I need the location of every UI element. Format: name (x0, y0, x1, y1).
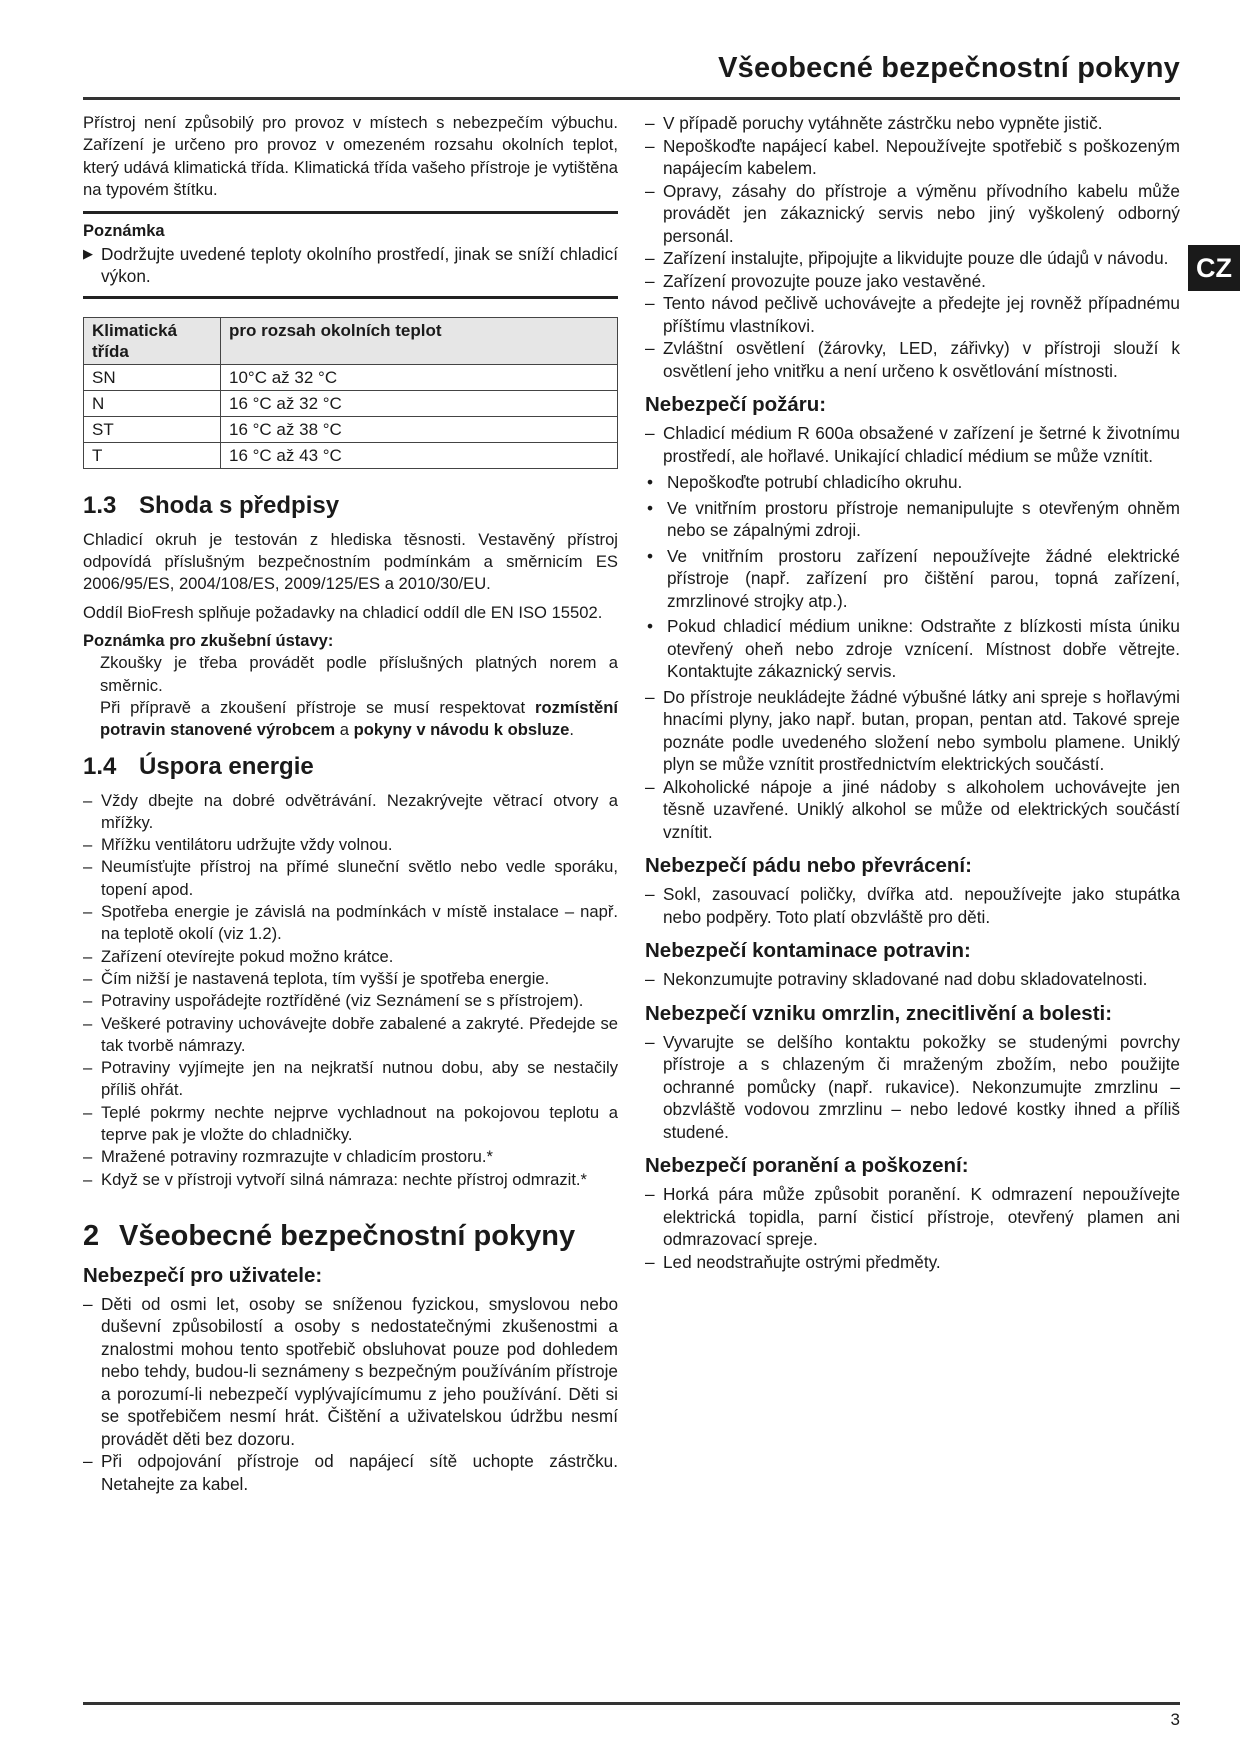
running-header-title: Všeobecné bezpečnostní pokyny (718, 52, 1180, 84)
table-cell: N (84, 390, 221, 416)
list-item: – Vždy dbejte na dobré odvětrávání. Nezakrývejte větrací otvory a mřížky. (83, 790, 618, 835)
list-item: – Alkoholické nápoje a jiné nádoby s alkoholem uchovávejte jen těsně uzavřené. Uniklý alkohol se může od elektrických součástí vznítit. (645, 776, 1180, 844)
bold-text-run: rozmístění potravin stanovené výrobcem (100, 697, 618, 740)
table-cell: ST (84, 416, 221, 442)
climate-class-table (83, 317, 618, 469)
right-column (645, 112, 1180, 1277)
list-item: – Zvláštní osvětlení (žárovky, LED, zářivky) v přístroji slouží k osvětlení jeho vnitřku a není určeno k osvětlování místnosti. (645, 337, 1180, 382)
section-title: Shoda s předpisy (139, 491, 340, 519)
footer-divider (83, 1702, 1180, 1705)
list-item: – Potraviny vyjímejte jen na nejkratší nutnou dobu, aby se nestačily příliš ohřát. (83, 1057, 618, 1102)
fire-danger-heading: Nebezpečí požáru: (645, 393, 827, 416)
list-item: – Veškeré potraviny uchovávejte dobře zabalené a zakryté. Předejde se tak tvorbě námrazy. (83, 1013, 618, 1058)
chapter-heading-2 (83, 1219, 618, 1253)
list-item-text: Chladicí médium R 600a obsažené v zařízení je šetrné k životnímu prostředí, ale hořlavé. Unikající chladicí médium se může vznítit. (663, 423, 1180, 466)
table-cell: T (84, 442, 221, 468)
list-item: – Horká pára může způsobit poranění. K odmrazení nepoužívejte elektrická topidla, parní čisticí přístroje, otevřený plamen ani odmrazovací spreje. (645, 1183, 1180, 1251)
text-run: Při přípravě a zkoušení přístroje se musí respektovat (100, 697, 535, 717)
list-item: – V případě poruchy vytáhněte zástrčku nebo vypněte jistič. (645, 112, 1180, 135)
text-run: a (335, 720, 354, 740)
table-cell: 16 °C až 32 °C (221, 390, 618, 416)
language-tab-cz: CZ (1188, 245, 1240, 291)
table-cell: 16 °C až 43 °C (221, 442, 618, 468)
list-item: – Zařízení otevírejte pokud možno krátce. (83, 946, 618, 968)
list-item: – Tento návod pečlivě uchovávejte a předejte jej rovněž případnému příštímu vlastníkovi. (645, 292, 1180, 337)
table-cell: 16 °C až 38 °C (221, 416, 618, 442)
list-item (645, 422, 1180, 467)
injury-danger-list (645, 1183, 1180, 1273)
list-item: – Opravy, zásahy do přístroje a výměnu přívodního kabelu může provádět jen zákaznický servis nebo jiný vyškolený odborný personál. (645, 180, 1180, 248)
list-item: – Do přístroje neukládejte žádné výbušné látky ani spreje s hořlavými hnacími plyny, jako např. butan, propan, pentan atd. Takové spreje poznáte podle uvedeného složení nebo symbolu plamene. Uniklý plyn se může vznítit prostřednictvím elektrických součástí. (645, 686, 1180, 776)
fire-danger-list (645, 422, 1180, 467)
list-item: – Potraviny uspořádejte roztříděné (viz Seznámení se s přístrojem). (83, 990, 618, 1012)
list-item: – Sokl, zasouvací poličky, dvířka atd. nepoužívejte jako stupátka nebo podpěry. Toto platí obzvláště pro děti. (645, 883, 1180, 928)
contamination-danger-list (645, 968, 1180, 991)
list-item: – Teplé pokrmy nechte nejprve vychladnout na pokojovou teplotu a teprve pak je vložte do chladničky. (83, 1102, 618, 1147)
paragraph: Oddíl BioFresh splňuje požadavky na chladicí oddíl dle EN ISO 15502. (83, 602, 603, 622)
bold-text-run: pokyny v návodu k obsluze (353, 720, 570, 740)
user-danger-list (83, 1293, 618, 1496)
header-divider (83, 97, 1180, 100)
note-text: Dodržujte uvedené teploty okolního prostředí, jinak se sníží chladicí výkon. (101, 243, 618, 287)
list-item: – Při odpojování přístroje od napájecí sítě uchopte zástrčku. Netahejte za kabel. (83, 1450, 618, 1495)
contamination-danger-heading: Nebezpečí kontaminace potravin: (645, 939, 971, 962)
fire-bullet-list (627, 471, 1180, 683)
list-item: – Když se v přístroji vytvoří silná námraza: nechte přístroj odmrazit.* (83, 1169, 618, 1191)
bullet-item: • Ve vnitřním prostoru přístroje nemanipulujte s otevřeným ohněm nebo se zápalnými zdroji. (627, 497, 1180, 542)
paragraph: Chladicí okruh je testován z hlediska těsnosti. Vestavěný přístroj odpovídá příslušným bezpečnostním podmínkám a směrnicím ES 2006/95/ES, 2004/108/ES, 2009/125/ES a 2010/30/EU. (83, 529, 618, 594)
note-item (83, 243, 618, 288)
list-item: – Spotřeba energie je závislá na podmínkách v místě instalace – např. na teplotě okolí (viz 1.2). (83, 901, 618, 946)
frostbite-danger-list (645, 1031, 1180, 1144)
bullet-item: • Pokud chladicí médium unikne: Odstraňte z blízkosti místa úniku otevřený oheň nebo zdroje vznícení. Místnost dobře větrejte. Kontaktujte zákaznický servis. (627, 615, 1180, 683)
table-row (84, 390, 618, 416)
table-row (84, 364, 618, 390)
section-number: 1.4 (83, 752, 117, 780)
fall-danger-heading: Nebezpečí pádu nebo převrácení: (645, 854, 972, 877)
list-item: – Zařízení provozujte pouze jako vestavěné. (645, 270, 1180, 293)
section-heading-1-4 (83, 752, 618, 782)
bullet-item: • Nepoškoďte potrubí chladicího okruhu. (627, 471, 1180, 494)
table-header-cell: pro rozsah okolních teplot (221, 317, 618, 364)
frostbite-danger-heading: Nebezpečí vzniku omrzlin, znecitlivění a bolesti: (645, 1001, 1113, 1025)
list-item: – Neumísťujte přístroj na přímé sluneční světlo nebo vedle sporáku, topení apod. (83, 856, 618, 901)
list-item: – Mražené potraviny rozmrazujte v chladicím prostoru.* (83, 1146, 618, 1168)
paragraph-with-bold (83, 697, 618, 742)
section-heading-1-3 (83, 491, 618, 521)
chapter-title: Všeobecné bezpečnostní pokyny (119, 1219, 576, 1252)
note-title: Poznámka (83, 222, 165, 241)
energy-saving-list (83, 790, 618, 1191)
list-item: – Čím nižší je nastavená teplota, tím vyšší je spotřeba energie. (83, 968, 618, 990)
general-safety-list (645, 112, 1180, 382)
table-header-row (84, 317, 618, 364)
paragraph: Zkoušky je třeba provádět podle příslušných platných norem a směrnic. (100, 653, 618, 695)
table-row (84, 416, 618, 442)
table-cell: SN (84, 364, 221, 390)
list-item: – Nekonzumujte potraviny skladované nad dobu skladovatelnosti. (645, 968, 1180, 991)
note-box (83, 211, 618, 299)
list-item: – Nepoškoďte napájecí kabel. Nepoužívejte spotřebič s poškozeným napájecím kabelem. (645, 135, 1180, 180)
fall-danger-list (645, 883, 1180, 928)
bullet-item: • Ve vnitřním prostoru zařízení nepoužívejte žádné elektrické přístroje (např. zařízení pro čištění parou, topná zařízení, zmrzlinové strojky atp.). (627, 545, 1180, 613)
injury-danger-heading: Nebezpečí poranění a poškození: (645, 1154, 969, 1177)
section-number: 1.3 (83, 491, 117, 519)
section-title: Úspora energie (139, 752, 314, 780)
table-cell: 10°C až 32 °C (221, 364, 618, 390)
chapter-number: 2 (83, 1219, 100, 1252)
test-institute-note-title: Poznámka pro zkušební ústavy: (83, 631, 334, 650)
list-item: – Led neodstraňujte ostrými předměty. (645, 1251, 1180, 1274)
triangle-bullet-icon: ▶ (83, 245, 93, 261)
list-item: – Vyvarujte se delšího kontaktu pokožky se studenými povrchy přístroje a s chlazeným či mraženým zbožím, nebo použijte ochranné pomůcky (např. rukavice). Nekonzumujte zmrzlinu – obzvláště vodovou zmrzlinu – nebo ledové kostky ihned a příliš studené. (645, 1031, 1180, 1144)
user-danger-heading: Nebezpečí pro uživatele: (83, 1263, 323, 1287)
list-item: – Mřížku ventilátoru udržujte vždy volnou. (83, 834, 618, 856)
table-header-cell: Klimatická třída (84, 317, 221, 364)
list-item: – Děti od osmi let, osoby se sníženou fyzickou, smyslovou nebo duševní způsobilostí a osoby s nedostatečnými zkušenostmi a znalostmi mohou tento spotřebič obsluhovat pouze pod dohledem nebo tehdy, budou-li seznámeny s bezpečným používáním přístroje a porozumí-li nebezpečí vyplývajícímumu z jeho používání. Děti si se spotřebičem nesmí hrát. Čištění a uživatelskou údržbu nesmí provádět děti bez dozoru. (83, 1293, 618, 1451)
list-item: – Zařízení instalujte, připojujte a likvidujte pouze dle údajů v návodu. (645, 247, 1180, 270)
fire-danger-list-continued (645, 686, 1180, 844)
intro-paragraph: Přístroj není způsobilý pro provoz v místech s nebezpečím výbuchu. Zařízení je určeno pro provoz v omezeném rozsahu okolních teplot, který udává klimatická třída. Klimatická třída vašeho přístroje je vytištěna na typovém štítku. (83, 113, 618, 199)
table-row (84, 442, 618, 468)
left-column (83, 112, 618, 1499)
page-number: 3 (1170, 1710, 1180, 1729)
text-run: . (569, 720, 575, 740)
